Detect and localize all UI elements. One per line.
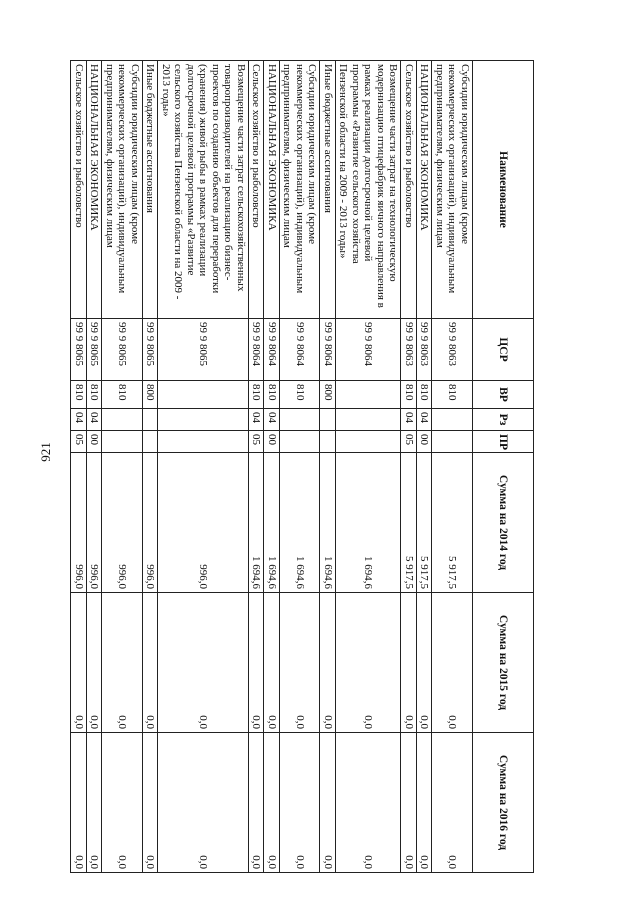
rotated-table-container [73, 60, 534, 872]
header-pr: ПР [473, 431, 534, 453]
table-row [87, 61, 103, 873]
table-cell-sum-2014: 1 694,6 [264, 453, 280, 593]
table-cell-vr: 810 [249, 381, 265, 409]
table-cell-sum-2015: 0,0 [320, 593, 336, 733]
table-cell-sum-2014: 1 694,6 [280, 453, 321, 593]
table-cell-rz [280, 409, 321, 431]
table-cell-sum-2014: 5 917,5 [401, 453, 417, 593]
header-row [473, 61, 534, 873]
table-cell-sum-2016: 0,0 [87, 733, 103, 873]
table-cell-rz [336, 409, 402, 431]
table-cell-name: Возмещение части затрат на технологическую модернизацию птицефабрик яичного направления в рамках реализации долгосрочной целевой программы «Развитие сельского хозяйства Пензенской области на 2009 - 2013 годы» [336, 61, 402, 319]
table-cell-name: Субсидии юридическим лицам (кроме некоммерческих организаций), индивидуальным предпринимателям, физическим лицам [280, 61, 321, 319]
table-cell-rz [320, 409, 336, 431]
table-cell-rz [432, 409, 473, 431]
table-body [71, 61, 473, 873]
table-cell-csr: 99 9 8065 [102, 319, 143, 381]
table-cell-sum-2014: 5 917,5 [432, 453, 473, 593]
table-cell-pr: 05 [401, 431, 417, 453]
budget-table [71, 60, 535, 873]
table-cell-vr: 810 [102, 381, 143, 409]
header-csr: ЦСР [473, 319, 534, 381]
table-cell-pr [143, 431, 159, 453]
table-cell-sum-2014: 996,0 [158, 453, 249, 593]
table-cell-sum-2016: 0,0 [264, 733, 280, 873]
table-cell-vr: 810 [417, 381, 433, 409]
table-cell-name: Субсидии юридическим лицам (кроме некоммерческих организаций), индивидуальным предпринимателям, физическим лицам [102, 61, 143, 319]
table-row [102, 61, 143, 873]
table-cell-pr [280, 431, 321, 453]
table-cell-name: НАЦИОНАЛЬНАЯ ЭКОНОМИКА [264, 61, 280, 319]
table-cell-name: Сельское хозяйство и рыболовство [249, 61, 265, 319]
table-cell-rz: 04 [87, 409, 103, 431]
table-cell-sum-2014: 996,0 [102, 453, 143, 593]
table-cell-pr [102, 431, 143, 453]
table-cell-sum-2016: 0,0 [71, 733, 87, 873]
table-cell-vr [158, 381, 249, 409]
table-cell-vr: 810 [264, 381, 280, 409]
table-cell-name: Субсидии юридическим лицам (кроме некоммерческих организаций), индивидуальным предпринимателям, физическим лицам [432, 61, 473, 319]
table-row [320, 61, 336, 873]
header-name: Наименование [473, 61, 534, 319]
table-cell-vr: 810 [401, 381, 417, 409]
table-cell-name: Иные бюджетные ассигнования [143, 61, 159, 319]
table-cell-csr: 99 9 8065 [87, 319, 103, 381]
table-cell-pr: 05 [249, 431, 265, 453]
table-row [249, 61, 265, 873]
header-rz: Рз [473, 409, 534, 431]
table-cell-sum-2014: 996,0 [143, 453, 159, 593]
table-cell-csr: 99 9 8063 [401, 319, 417, 381]
table-cell-name: НАЦИОНАЛЬНАЯ ЭКОНОМИКА [417, 61, 433, 319]
table-cell-sum-2016: 0,0 [401, 733, 417, 873]
page-number: 921 [38, 442, 53, 462]
table-cell-sum-2015: 0,0 [280, 593, 321, 733]
table-cell-name: Сельское хозяйство и рыболовство [401, 61, 417, 319]
table-cell-rz [158, 409, 249, 431]
table-cell-sum-2015: 0,0 [264, 593, 280, 733]
table-cell-csr: 99 9 8063 [432, 319, 473, 381]
table-cell-sum-2016: 0,0 [280, 733, 321, 873]
table-cell-csr: 99 9 8064 [280, 319, 321, 381]
table-cell-vr: 810 [71, 381, 87, 409]
header-sum-2014: Сумма на 2014 год [473, 453, 534, 593]
table-cell-pr [432, 431, 473, 453]
table-cell-pr [320, 431, 336, 453]
table-cell-rz: 04 [264, 409, 280, 431]
table-row [143, 61, 159, 873]
table-row [264, 61, 280, 873]
table-cell-vr: 800 [320, 381, 336, 409]
table-cell-sum-2016: 0,0 [249, 733, 265, 873]
table-row [417, 61, 433, 873]
table-cell-sum-2015: 0,0 [249, 593, 265, 733]
table-cell-name: Возмещение части затрат сельскохозяйственных товаропроизводителей на реализацию бизнес-проектов по созданию объектов для переработки (хранения) живой рыбы в рамках реализации долгосрочной целевой программы «Развитие сельского хозяйства Пензенской области на 2009 - 2013 годы» [158, 61, 249, 319]
table-cell-rz: 04 [417, 409, 433, 431]
table-cell-sum-2016: 0,0 [320, 733, 336, 873]
table-row [158, 61, 249, 873]
table-cell-sum-2015: 0,0 [336, 593, 402, 733]
table-cell-rz: 04 [401, 409, 417, 431]
table-cell-csr: 99 9 8064 [249, 319, 265, 381]
table-cell-rz: 04 [71, 409, 87, 431]
table-cell-sum-2015: 0,0 [87, 593, 103, 733]
table-cell-sum-2014: 1 694,6 [336, 453, 402, 593]
table-cell-sum-2014: 5 917,5 [417, 453, 433, 593]
table-cell-pr: 00 [87, 431, 103, 453]
table-cell-csr: 99 9 8065 [158, 319, 249, 381]
table-cell-pr: 00 [417, 431, 433, 453]
table-cell-csr: 99 9 8065 [71, 319, 87, 381]
table-cell-sum-2016: 0,0 [417, 733, 433, 873]
table-cell-rz: 04 [249, 409, 265, 431]
table-cell-name: НАЦИОНАЛЬНАЯ ЭКОНОМИКА [87, 61, 103, 319]
table-row [336, 61, 402, 873]
table-cell-vr: 810 [87, 381, 103, 409]
table-cell-csr: 99 9 8064 [264, 319, 280, 381]
table-cell-sum-2015: 0,0 [143, 593, 159, 733]
table-cell-sum-2014: 996,0 [87, 453, 103, 593]
table-cell-csr: 99 9 8063 [417, 319, 433, 381]
table-cell-pr: 00 [264, 431, 280, 453]
table-cell-sum-2015: 0,0 [432, 593, 473, 733]
table-cell-csr: 99 9 8064 [336, 319, 402, 381]
table-cell-pr [336, 431, 402, 453]
table-cell-sum-2015: 0,0 [102, 593, 143, 733]
table-cell-vr [336, 381, 402, 409]
table-cell-name: Иные бюджетные ассигнования [320, 61, 336, 319]
table-cell-pr [158, 431, 249, 453]
table-row [280, 61, 321, 873]
table-cell-pr: 05 [71, 431, 87, 453]
table-row [432, 61, 473, 873]
table-cell-sum-2016: 0,0 [432, 733, 473, 873]
table-cell-sum-2015: 0,0 [158, 593, 249, 733]
table-cell-sum-2014: 1 694,6 [249, 453, 265, 593]
header-vr: ВР [473, 381, 534, 409]
header-sum-2016: Сумма на 2016 год [473, 733, 534, 873]
table-cell-vr: 810 [432, 381, 473, 409]
table-cell-vr: 800 [143, 381, 159, 409]
table-row [401, 61, 417, 873]
table-cell-sum-2015: 0,0 [417, 593, 433, 733]
table-cell-sum-2015: 0,0 [401, 593, 417, 733]
table-row [71, 61, 87, 873]
table-cell-vr: 810 [280, 381, 321, 409]
table-cell-name: Сельское хозяйство и рыболовство [71, 61, 87, 319]
table-cell-rz [143, 409, 159, 431]
table-cell-csr: 99 9 8064 [320, 319, 336, 381]
header-sum-2015: Сумма на 2015 год [473, 593, 534, 733]
table-cell-csr: 99 9 8065 [143, 319, 159, 381]
table-cell-sum-2016: 0,0 [336, 733, 402, 873]
table-cell-sum-2016: 0,0 [102, 733, 143, 873]
table-cell-rz [102, 409, 143, 431]
table-cell-sum-2016: 0,0 [158, 733, 249, 873]
table-cell-sum-2014: 1 694,6 [320, 453, 336, 593]
table-cell-sum-2016: 0,0 [143, 733, 159, 873]
table-cell-sum-2015: 0,0 [71, 593, 87, 733]
table-cell-sum-2014: 996,0 [71, 453, 87, 593]
